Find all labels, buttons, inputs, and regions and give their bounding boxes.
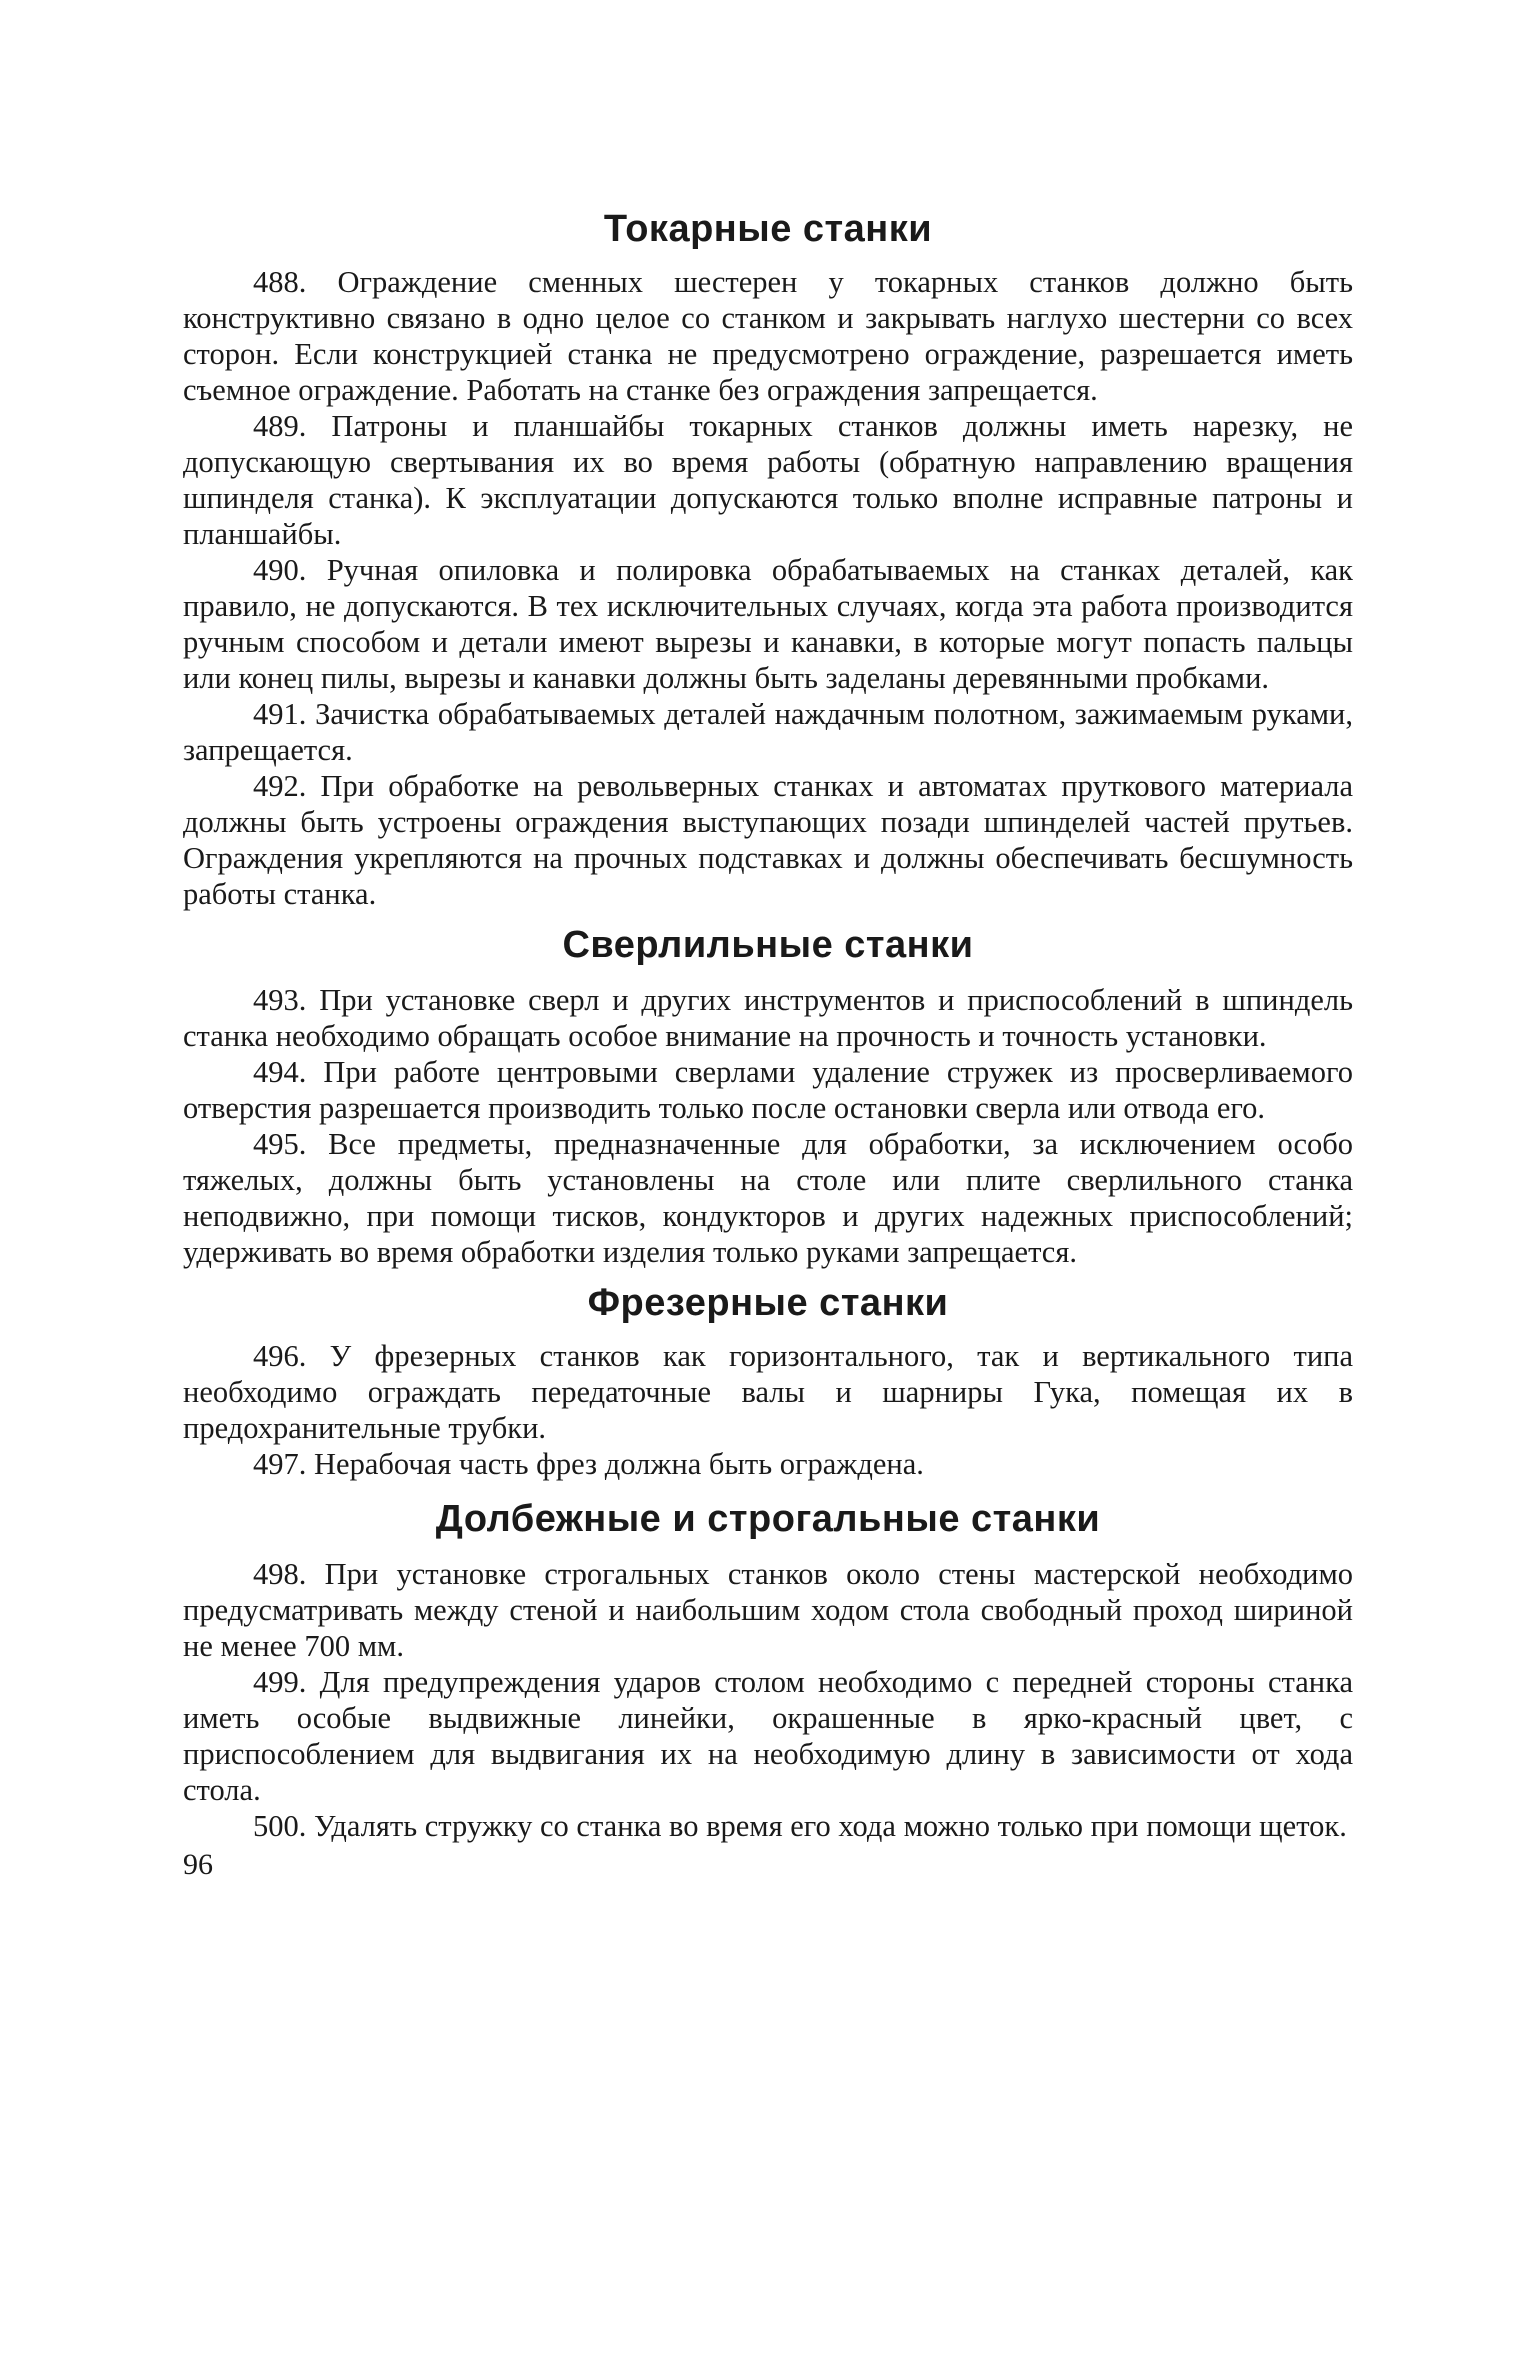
paragraph-498 (183, 1556, 1353, 1664)
paragraph-490 (183, 552, 1353, 696)
paragraph-499 (183, 1664, 1353, 1808)
paragraph-text: Патроны и планшайбы токарных станков должны иметь нарезку, не допускающую свертывания их во время работы (обратную направлению вращения шпинделя станка). К эксплуатации допускаются только вполне исправные патроны и планшайбы. (183, 409, 1354, 551)
paragraph-text: Все предметы, предназначенные для обработки, за исключением особо тяжелых, должны быть установлены на столе или плите сверлильного станка неподвижно, при помощи тисков, кондукторов и других надежных приспособлений; удерживать во время обработки изделия только руками запрещается. (183, 1127, 1354, 1269)
document-page (183, 206, 1353, 1882)
paragraph-text: Нерабочая часть фрез должна быть ограждена. (314, 1447, 924, 1481)
paragraph-number: 493. (253, 983, 307, 1017)
paragraph-number: 496. (253, 1339, 307, 1373)
paragraph-number: 495. (253, 1127, 307, 1161)
paragraph-number: 489. (253, 409, 307, 443)
paragraph-number: 497. (253, 1447, 307, 1481)
paragraph-text: У фрезерных станков как горизонтального, так и вертикального типа необходимо ограждать передаточные валы и шарниры Гука, помещая их в предохранительные трубки. (183, 1339, 1353, 1445)
section-title-milling: Фрезерные станки (587, 1282, 949, 1324)
paragraph-number: 492. (253, 769, 307, 803)
paragraph-text: При работе центровыми сверлами удаление стружек из просверливаемого отверстия разрешается производить только после остановки сверла или отвода его. (183, 1055, 1353, 1125)
paragraph-number: 494. (253, 1055, 307, 1089)
paragraph-text: Для предупреждения ударов столом необходимо с передней стороны станка иметь особые выдвижные линейки, окрашенные в ярко-красный цвет, с приспособлением для выдвигания их на необходимую длину в зависимости от хода стола. (183, 1665, 1353, 1807)
paragraph-text: Зачистка обрабатываемых деталей наждачным полотном, зажимаемым руками, запрещается. (183, 697, 1353, 767)
paragraph-text: Ручная опиловка и полировка обрабатываемых на станках деталей, как правило, не допускаются. В тех исключительных случаях, когда эта работа производится ручным способом и детали имеют вырезы и канавки, в которые могут попасть пальцы или конец пилы, вырезы и канавки должны быть заделаны деревянными пробками. (183, 553, 1354, 695)
paragraph-494 (183, 1054, 1353, 1126)
paragraph-number: 491. (253, 697, 307, 731)
paragraph-number: 498. (253, 1557, 307, 1591)
paragraph-491 (183, 696, 1353, 768)
paragraph-497 (183, 1446, 1353, 1482)
paragraph-489 (183, 408, 1353, 552)
paragraph-493 (183, 982, 1353, 1054)
paragraph-text: Ограждение сменных шестерен у токарных станков должно быть конструктивно связано в одно целое со станком и закрывать наглухо шестерни со всех сторон. Если конструкцией станка не предусмотрено ограждение, разрешается иметь съемное ограждение. Работать на станке без ограждения запрещается. (183, 265, 1354, 407)
paragraph-492 (183, 768, 1353, 912)
section-title-drilling: Сверлильные станки (562, 924, 974, 966)
paragraph-text: При установке сверл и других инструментов и приспособлений в шпиндель станка необходимо обращать особое внимание на прочность и точность установки. (183, 983, 1354, 1053)
paragraph-text: При установке строгальных станков около стены мастерской необходимо предусматривать между стеной и наибольшим ходом стола свободный проход шириной не менее 700 мм. (183, 1557, 1353, 1663)
paragraph-text: При обработке на револьверных станках и автоматах пруткового материала должны быть устроены ограждения выступающих позади шпинделей частей прутьев. Ограждения укрепляются на прочных подставках и должны обеспечивать бесшумность работы станка. (183, 769, 1354, 911)
paragraph-number: 488. (253, 265, 307, 299)
paragraph-number: 490. (253, 553, 307, 587)
paragraph-500 (183, 1808, 1353, 1844)
paragraph-488 (183, 264, 1353, 408)
page-number: 96 (183, 1848, 213, 1881)
paragraph-text: Удалять стружку со станка во время его хода можно только при помощи щеток. (314, 1809, 1347, 1843)
section-title-slotting-planing: Долбежные и строгальные станки (435, 1498, 1101, 1540)
paragraph-number: 500. (253, 1809, 307, 1843)
paragraph-495 (183, 1126, 1353, 1270)
paragraph-496 (183, 1338, 1353, 1446)
paragraph-number: 499. (253, 1665, 307, 1699)
section-title-lathes: Токарные станки (603, 208, 933, 250)
